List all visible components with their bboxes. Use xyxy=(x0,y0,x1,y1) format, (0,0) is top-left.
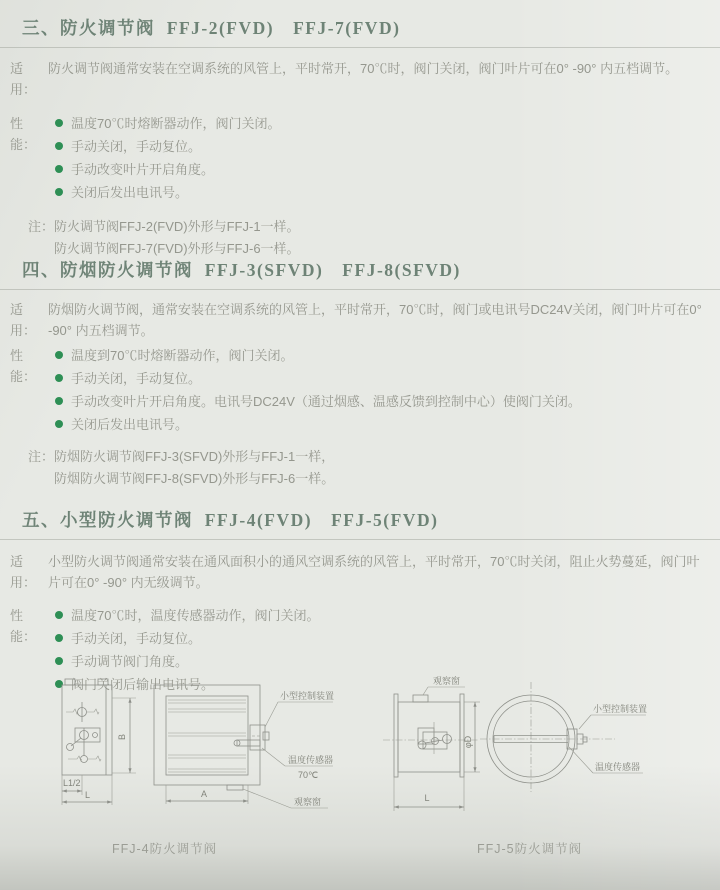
dimension-d xyxy=(463,702,480,772)
note-label: 注： xyxy=(28,449,55,464)
callout-temp-sensor xyxy=(262,748,333,780)
ffj5-front-view xyxy=(480,682,647,792)
svg-text:小型控制装置: 小型控制装置 xyxy=(593,704,648,714)
note-line: 防火调节阀FFJ-7(FVD)外形与FFJ-6一样。 xyxy=(54,241,300,256)
dimension-a xyxy=(166,785,248,804)
apply-label: 适用： xyxy=(10,61,37,97)
heading-divider xyxy=(0,289,720,290)
apply-row xyxy=(0,299,720,341)
svg-text:观察窗: 观察窗 xyxy=(433,676,461,686)
ffj5-mechanism xyxy=(418,722,452,754)
svg-text:小型控制装置: 小型控制装置 xyxy=(280,691,335,701)
bullet-dot-icon xyxy=(55,374,63,382)
bullet-text: 手动改变叶片开启角度。 xyxy=(71,162,215,177)
ffj5-technical-drawing xyxy=(383,668,713,820)
svg-text:φD: φD xyxy=(463,735,473,749)
svg-text:L: L xyxy=(424,793,430,803)
list-item xyxy=(55,159,280,180)
svg-text:A: A xyxy=(200,789,208,799)
ffj5-side-view xyxy=(383,675,480,811)
note-row xyxy=(0,216,720,260)
note-label: 注： xyxy=(28,219,55,234)
bullet-dot-icon xyxy=(55,611,63,619)
bullet-dot-icon xyxy=(55,397,63,405)
performance-row xyxy=(0,113,720,205)
bullet-text: 手动调节阀门角度。 xyxy=(71,654,189,669)
performance-row xyxy=(0,345,720,437)
ffj4-mechanism xyxy=(66,702,101,763)
ffj4-louvers xyxy=(168,700,246,772)
dimension-l xyxy=(394,777,464,811)
svg-text:B: B xyxy=(117,733,127,741)
list-item xyxy=(55,391,581,412)
bullet-text: 关闭后发出电讯号。 xyxy=(71,417,189,432)
bullet-text: 手动关闭，手动复位。 xyxy=(71,139,202,154)
performance-label: 性能： xyxy=(10,116,37,152)
heading-divider xyxy=(0,47,720,48)
list-item xyxy=(55,345,581,366)
apply-label: 适用： xyxy=(10,554,37,590)
performance-list xyxy=(48,113,280,205)
ffj4-front-view xyxy=(154,685,334,808)
list-item xyxy=(55,182,280,203)
bullet-dot-icon xyxy=(55,351,63,359)
list-item xyxy=(55,414,581,435)
performance-label: 性能： xyxy=(10,348,37,384)
note-lines xyxy=(54,446,708,490)
note-line: 防烟防火调节阀FFJ-3(SFVD)外形与FFJ-1一样， xyxy=(54,449,335,464)
ffj4-caption: FFJ-4防火调节阀 xyxy=(112,842,218,856)
bullet-dot-icon xyxy=(55,165,63,173)
list-item xyxy=(55,368,581,389)
apply-label: 适用： xyxy=(10,302,37,338)
apply-row xyxy=(0,551,720,593)
svg-text:70℃: 70℃ xyxy=(298,770,319,780)
list-item xyxy=(55,605,319,626)
note-lines xyxy=(54,216,708,260)
svg-text:L1/2: L1/2 xyxy=(63,778,81,788)
section-heading: 四、防烟防火调节阀 FFJ-3(SFVD) FFJ-8(SFVD) xyxy=(22,260,461,280)
apply-text: 防烟防火调节阀，通常安装在空调系统的风管上，平时常开，70℃时，阀门或电讯号DC24V关闭，阀门叶片可在0° -90° 内五档调节。 xyxy=(48,302,702,338)
apply-text: 小型防火调节阀通常安装在通风面积小的通风空调系统的风管上，平时常开，70℃时关闭，阻止火势蔓延，阀门叶片可在0° -90° 内无级调节。 xyxy=(48,554,700,590)
bullet-text: 温度70℃时，温度传感器动作，阀门关闭。 xyxy=(71,608,320,623)
svg-text:观察窗: 观察窗 xyxy=(294,797,322,807)
bullet-dot-icon xyxy=(55,119,63,127)
callout-observation-window xyxy=(243,789,328,808)
apply-text: 防火调节阀通常安装在空调系统的风管上，平时常开，70℃时，阀门关闭，阀门叶片可在0° -90° 内五档调节。 xyxy=(48,61,679,76)
svg-text:温度传感器: 温度传感器 xyxy=(288,755,334,765)
ffj4-side-view xyxy=(62,679,136,805)
bullet-dot-icon xyxy=(55,657,63,665)
ffj4-technical-drawing xyxy=(48,678,338,826)
callout-window xyxy=(423,675,465,695)
bullet-text: 阀门关闭后输出电讯号。 xyxy=(71,677,215,692)
ffj5-observation-window xyxy=(413,695,428,702)
section-heading: 三、防火调节阀 FFJ-2(FVD) FFJ-7(FVD) xyxy=(22,18,401,38)
performance-label: 性能： xyxy=(10,608,37,644)
ffj5-caption: FFJ-5防火调节阀 xyxy=(477,842,583,856)
bullet-text: 温度到70℃时熔断器动作，阀门关闭。 xyxy=(71,348,294,363)
svg-text:L: L xyxy=(85,790,91,800)
bullet-text: 关闭后发出电讯号。 xyxy=(71,185,189,200)
section-ffj2-ffj7 xyxy=(0,16,720,260)
bullet-text: 手动改变叶片开启角度。电讯号DC24V（通过烟感、温感反馈到控制中心）使阀门关闭。 xyxy=(71,394,581,409)
heading-divider xyxy=(0,539,720,540)
list-item xyxy=(55,136,280,157)
callout-control-device xyxy=(579,703,647,729)
note-line: 防火调节阀FFJ-2(FVD)外形与FFJ-1一样。 xyxy=(54,219,300,234)
bullet-text: 温度70℃时熔断器动作，阀门关闭。 xyxy=(71,116,281,131)
list-item xyxy=(55,651,319,672)
note-line: 防烟防火调节阀FFJ-8(SFVD)外形与FFJ-6一样。 xyxy=(54,471,335,486)
ffj4-observation-window xyxy=(227,785,243,790)
svg-text:温度传感器: 温度传感器 xyxy=(595,762,641,772)
callout-temp-sensor xyxy=(569,747,643,773)
bullet-text: 手动关闭，手动复位。 xyxy=(71,631,202,646)
bullet-dot-icon xyxy=(55,188,63,196)
dimension-l-half xyxy=(62,775,82,805)
bullet-text: 手动关闭，手动复位。 xyxy=(71,371,202,386)
bullet-dot-icon xyxy=(55,634,63,642)
callout-control-device xyxy=(265,690,334,727)
bullet-dot-icon xyxy=(55,420,63,428)
note-row xyxy=(0,446,720,490)
performance-list xyxy=(48,345,581,437)
dimension-b xyxy=(112,698,136,773)
section-ffj3-ffj8 xyxy=(0,258,720,490)
ffj4-control-device xyxy=(234,725,269,750)
list-item xyxy=(55,113,280,134)
apply-row xyxy=(0,58,720,100)
section-heading: 五、小型防火调节阀 FFJ-4(FVD) FFJ-5(FVD) xyxy=(22,510,439,530)
list-item xyxy=(55,628,319,649)
bullet-dot-icon xyxy=(55,142,63,150)
